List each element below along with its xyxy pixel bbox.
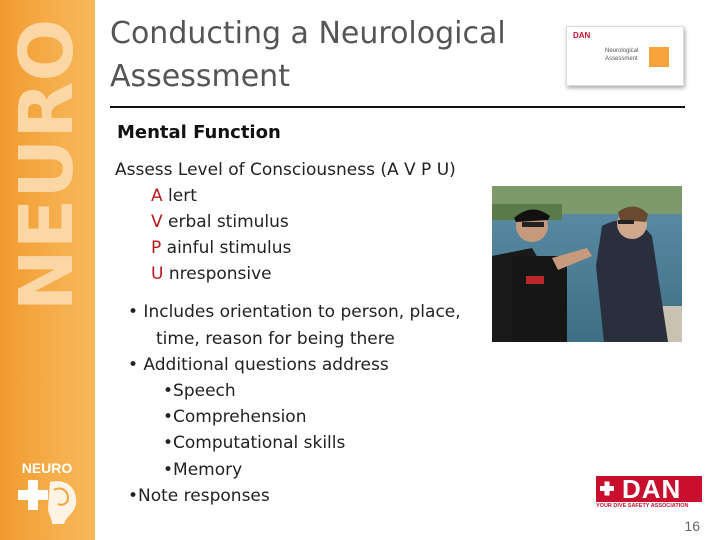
band-word: NEURO [4, 18, 90, 312]
thumbnail-card [566, 26, 684, 86]
sub-bullet: •Speech [163, 381, 236, 401]
section-heading: Mental Function [117, 122, 281, 143]
avpu-letter: V [151, 212, 163, 232]
thumbnail-badge-icon [649, 47, 669, 67]
title-rule [110, 106, 685, 108]
avpu-intro: Assess Level of Consciousness (A V P U) [115, 160, 456, 180]
sub-bullet: •Computational skills [163, 433, 346, 453]
neuro-logo [14, 460, 80, 528]
bullet-orientation: • Includes orientation to person, place, [128, 302, 461, 322]
thumbnail-text: Neurological Assessment [605, 48, 639, 62]
avpu-rest: ainful stimulus [161, 238, 292, 258]
rescue-photo [492, 186, 682, 342]
avpu-item [151, 238, 291, 258]
thumbnail-brand: DAN [573, 31, 591, 40]
avpu-item [151, 212, 289, 232]
bullet-orientation-cont: time, reason for being there [156, 329, 395, 349]
neuro-logo-label: NEURO [21, 460, 73, 476]
slide-title: Conducting a Neurological Assessment [110, 16, 506, 94]
dan-logo-tagline: YOUR DIVE SAFETY ASSOCIATION [596, 503, 689, 509]
side-band [0, 0, 95, 540]
avpu-letter: U [151, 264, 164, 284]
bullet-additional: • Additional questions address [128, 355, 389, 375]
avpu-item [151, 186, 197, 206]
dan-logo [596, 476, 702, 512]
avpu-letter: A [151, 186, 163, 206]
avpu-rest: lert [162, 186, 197, 206]
bullet-note: •Note responses [128, 486, 270, 506]
sub-bullet: •Comprehension [163, 407, 307, 427]
avpu-rest: nresponsive [163, 264, 272, 284]
avpu-letter: P [151, 238, 162, 258]
sub-bullet: •Memory [163, 460, 243, 480]
page-number: 16 [684, 518, 700, 534]
avpu-item [151, 264, 272, 284]
avpu-rest: erbal stimulus [162, 212, 289, 232]
dan-logo-text: DAN [622, 474, 682, 504]
